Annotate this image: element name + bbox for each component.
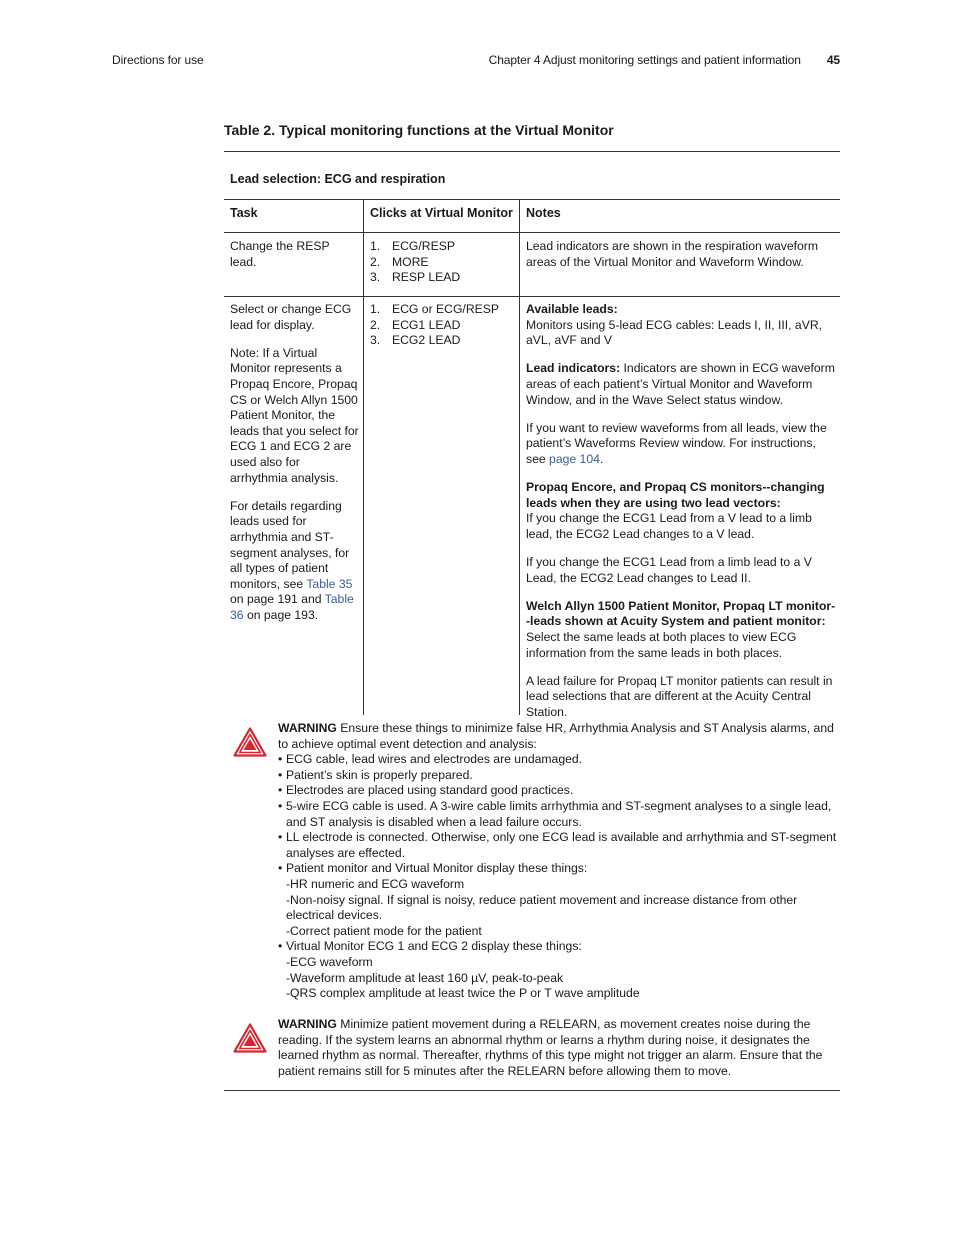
table-bottom-rule (224, 1090, 840, 1091)
table-35-link[interactable]: Table 35 (306, 576, 353, 591)
page-number: 45 (826, 53, 840, 67)
propaq-note-2: If you change the ECG1 Lead from a limb lead to a V Lead, the ECG2 Lead changes to Lead II. (526, 555, 812, 585)
list-item: • Patient monitor and Virtual Monitor display these things: (278, 861, 588, 876)
sub-item: -ECG waveform (286, 954, 373, 969)
table-top-rule (224, 151, 840, 152)
row1-notes: Lead indicators are shown in the respiration waveform areas of the Virtual Monitor and Waveform Window. (526, 239, 818, 269)
column-header-notes: Notes (526, 206, 561, 220)
column-divider-2 (519, 199, 520, 715)
warning-triangle-icon (233, 1023, 267, 1053)
header-top-rule (224, 199, 840, 200)
review-note: If you want to review waveforms from all leads, view the patient’s Waveforms Review window. For instructions, see page 104. (526, 420, 827, 466)
warning-label: WARNING (278, 721, 337, 735)
list-item: • Virtual Monitor ECG 1 and ECG 2 display these things: (278, 939, 582, 954)
welch-allyn-note: Welch Allyn 1500 Patient Monitor, Propaq LT monitor--leads shown at Acuity System and patient monitor: Select the same leads at both places to view ECG information from the same leads in both places. (526, 598, 836, 660)
list-item: 1. ECG or ECG/RESP (370, 302, 500, 316)
list-item: 3. ECG2 LEAD (370, 333, 461, 348)
page-104-link[interactable]: page 104 (549, 451, 600, 466)
warning-block-2 (278, 1017, 838, 1079)
list-item: • Patient’s skin is properly prepared. (278, 767, 473, 782)
lead-indicators-note: Lead indicators: Indicators are shown in ECG waveform areas of each patient’s Virtual Monitor and Waveform Window, and in the Wave Select status window. (526, 361, 835, 407)
warning-triangle-icon (233, 727, 267, 757)
list-item: 2. ECG1 LEAD (370, 317, 461, 332)
propaq-note: Propaq Encore, and Propaq CS monitors--changing leads when they are using two lead vectors: If you change the ECG1 Lead from a V lead to a limb lead, the ECG2 Lead changes to a V lead. (526, 480, 825, 541)
running-header-left: Directions for use (112, 53, 204, 67)
row2-clicks (370, 302, 515, 349)
sub-item: -QRS complex amplitude at least twice the P or T wave amplitude (286, 986, 640, 1001)
header-bottom-rule (224, 232, 840, 233)
list-item: 2. MORE (370, 254, 429, 269)
column-divider-1 (363, 199, 364, 715)
available-leads-note: Available leads: Monitors using 5-lead ECG cables: Leads I, II, III, aVR, aVL, aVF and V (526, 302, 823, 348)
list-item: • 5-wire ECG cable is used. A 3-wire cable limits arrhythmia and ST-segment analyses to a single lead, and ST analysis is disabled when a lead failure occurs. (278, 798, 832, 829)
warning-text: Minimize patient movement during a RELEARN, as movement creates noise during the reading. If the system learns an abnormal rhythm or learns a rhythm during noise, it designates the learned rhythm as normal. Thereafter, rhythms of this type might not trigger an alarm. Ensure that the patient remains still for 5 minutes after the RELEARN before allowing them to move. (278, 1017, 823, 1078)
warning-intro: Ensure these things to minimize false HR, Arrhythmia Analysis and ST Analysis alarms, and to achieve optimal event detection and analysis: (278, 721, 834, 751)
warning-label: WARNING (278, 1017, 337, 1031)
column-header-task: Task (230, 206, 258, 220)
sub-item: -Waveform amplitude at least 160 µV, peak-to-peak (286, 970, 564, 985)
sub-item: -Correct patient mode for the patient (286, 923, 482, 938)
lead-failure-note: A lead failure for Propaq LT monitor patients can result in lead selections that are different at the Acuity Central Station. (526, 673, 833, 720)
task-details: For details regarding leads used for arrhythmia and ST-segment analyses, for all types of patient monitors, see Table 35 on page 191 and Table 36 on page 193. (230, 498, 354, 622)
list-item: • LL electrode is connected. Otherwise, only one ECG lead is available and arrhythmia and ST-segment analyses are effected. (278, 830, 837, 860)
row1-clicks (370, 239, 515, 286)
chapter-title: Chapter 4 Adjust monitoring settings and patient information (488, 53, 801, 67)
row1-task: Change the RESP lead. (230, 239, 330, 269)
warning-block-1 (278, 721, 838, 1002)
list-item: • ECG cable, lead wires and electrodes are undamaged. (278, 752, 583, 767)
row2-notes (526, 302, 838, 733)
row-divider (224, 296, 840, 297)
sub-item: -Non-noisy signal. If signal is noisy, reduce patient movement and increase distance from other electrical devices. (286, 892, 798, 923)
row2-task (230, 302, 360, 636)
sub-item: -HR numeric and ECG waveform (286, 876, 465, 891)
task-note: Note: If a Virtual Monitor represents a Propaq Encore, Propaq CS or Welch Allyn 1500 Patient Monitor, the leads that you select for ECG 1 and ECG 2 are used also for arrhythmia analysis. (230, 345, 359, 485)
table-title: Table 2. Typical monitoring functions at the Virtual Monitor (224, 122, 614, 138)
list-item: 3. RESP LEAD (370, 270, 461, 285)
list-item: • Electrodes are placed using standard good practices. (278, 783, 574, 798)
running-header-right (489, 53, 840, 67)
task-paragraph: Select or change ECG lead for display. (230, 302, 352, 332)
list-item: 1. ECG/RESP (370, 239, 455, 253)
column-header-clicks: Clicks at Virtual Monitor (370, 206, 513, 220)
table-36-link[interactable]: Table 36 (230, 592, 354, 622)
section-heading: Lead selection: ECG and respiration (230, 172, 446, 186)
